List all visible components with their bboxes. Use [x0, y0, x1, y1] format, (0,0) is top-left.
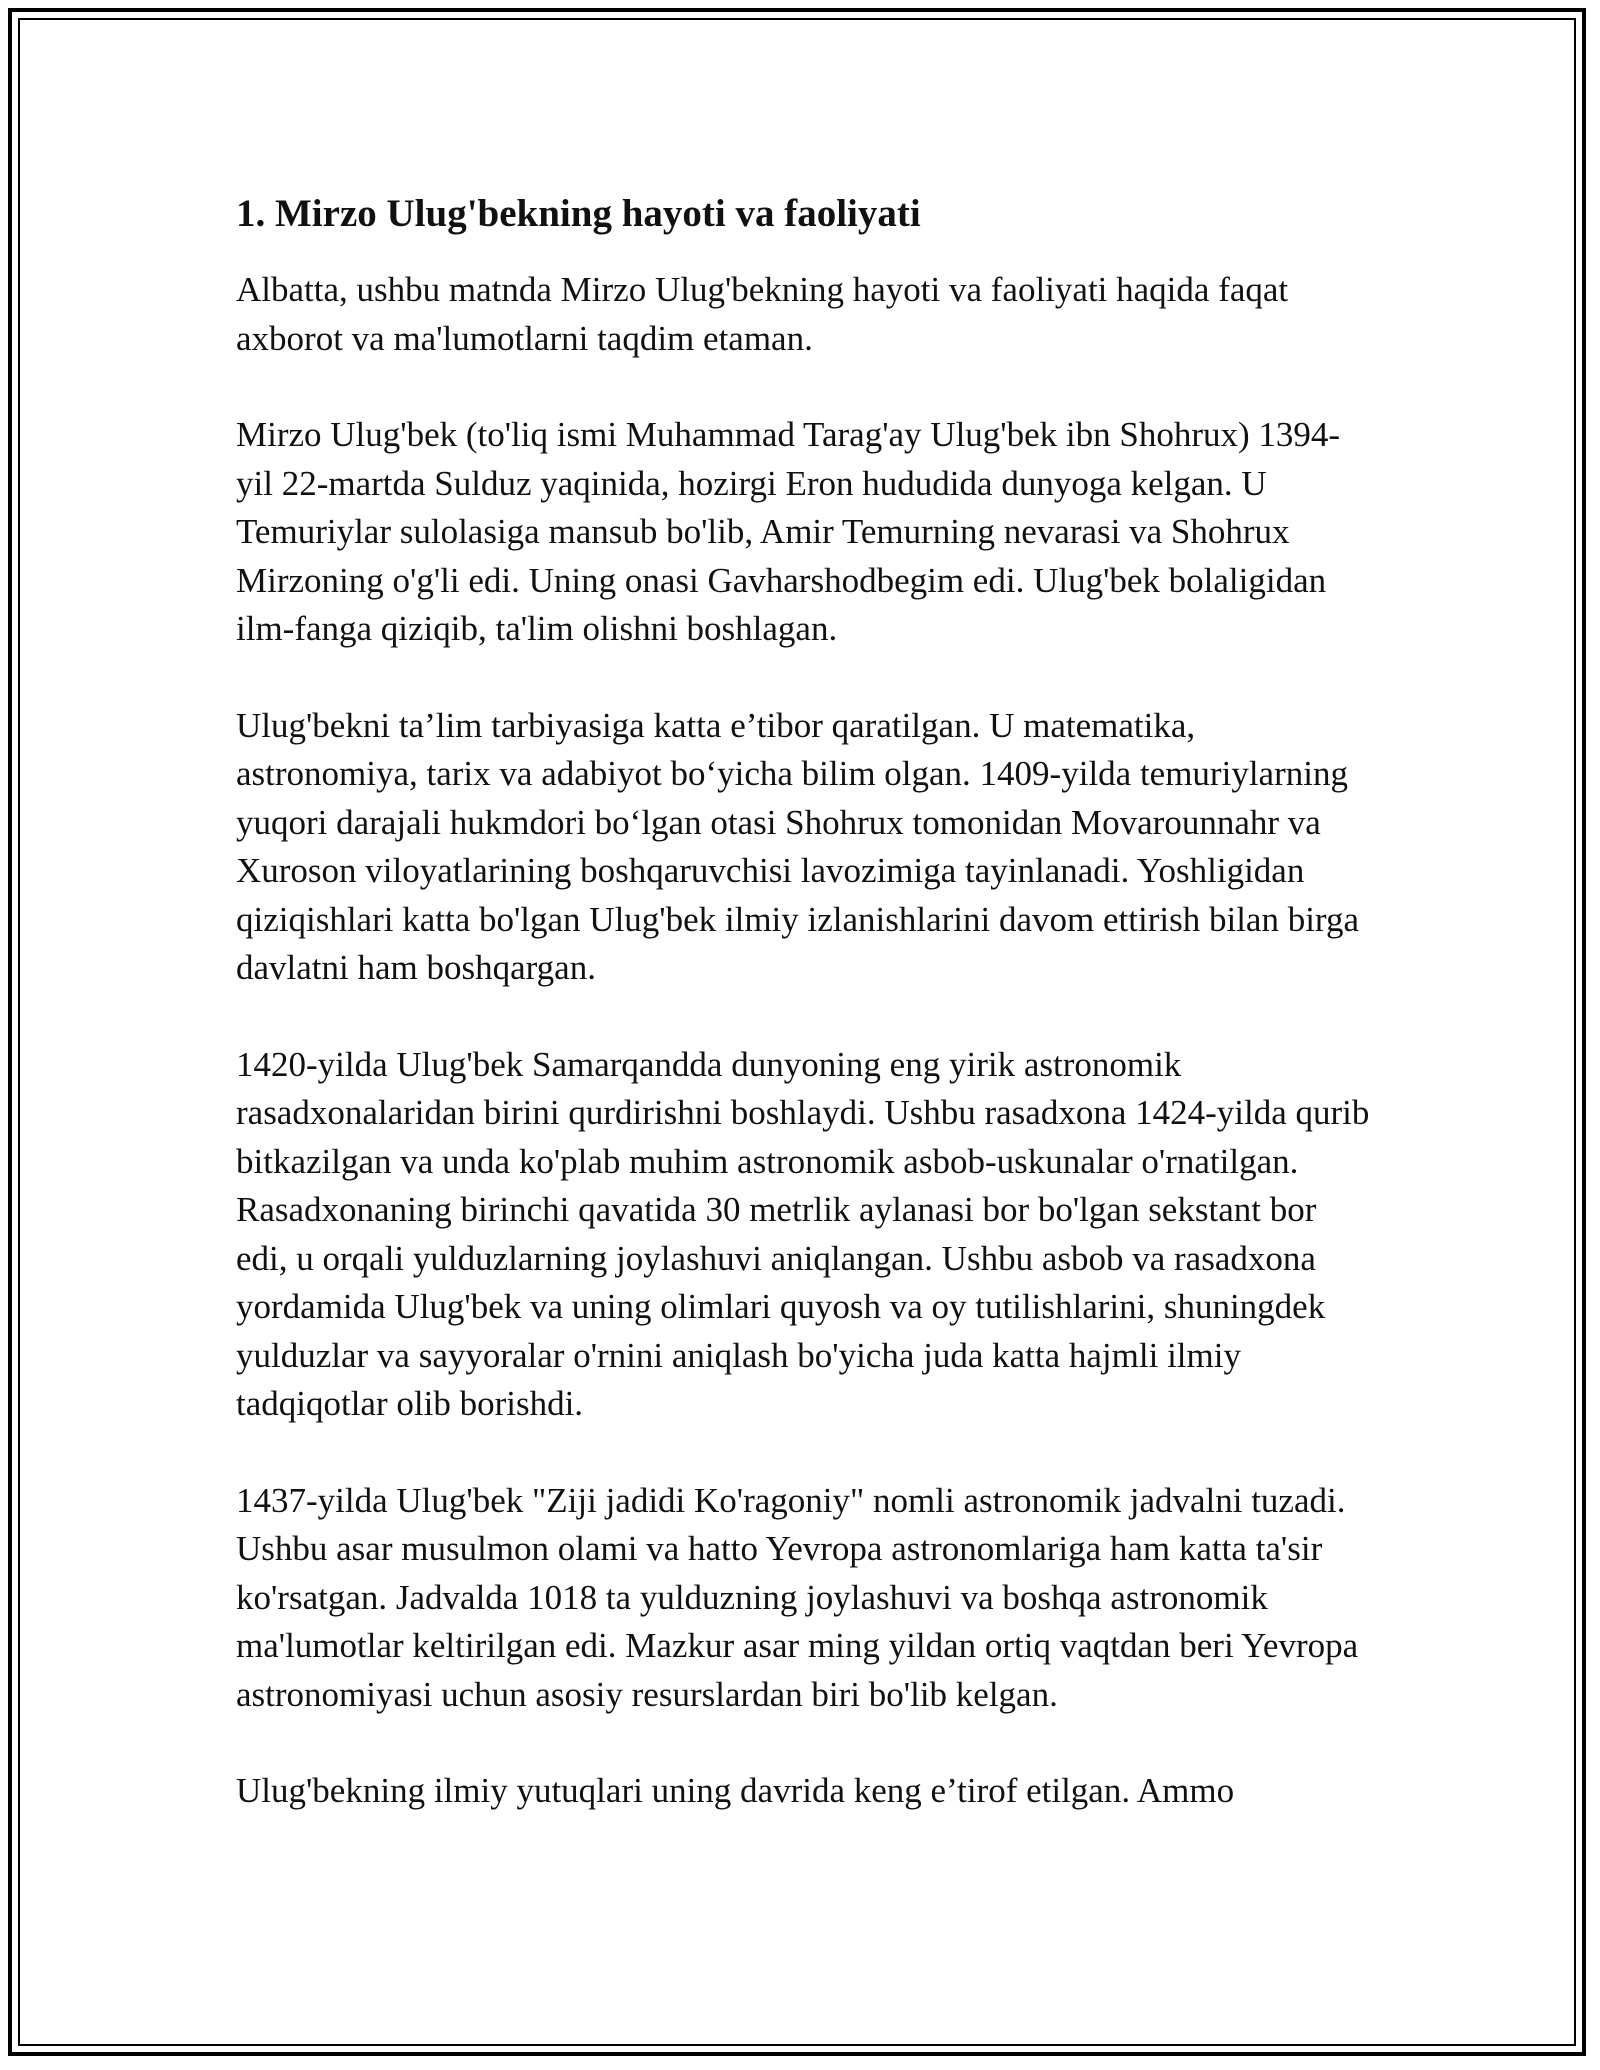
paragraph-intro: Albatta, ushbu matnda Mirzo Ulug'bekning hayoti va faoliyati haqida faqat axborot va ma'lumotlarni taqdim etaman. — [236, 270, 1289, 358]
paragraph-legacy: Ulug'bekning ilmiy yutuqlari uning davrida keng e’tirof etilgan. Ammo — [236, 1771, 1235, 1810]
paragraph-education: Ulug'bekni ta’lim tarbiyasiga katta e’tibor qaratilgan. U matematika, astronomiya, tarix va adabiyot bo‘yicha bilim olgan. 1409-yilda temuriylarning yuqori darajali hukmdori bo‘lgan otasi Shohrux tomonidan Movarounnahr va Xuroson viloyatlarining boshqaruvchisi lavozimiga tayinlanadi. Yoshligidan qiziqishlari katta bo'lgan Ulug'bek ilmiy izlanishlarini davom ettirish bilan birga davlatni ham boshqargan. — [236, 705, 1359, 987]
paragraph-observatory: 1420-yilda Ulug'bek Samarqandda dunyoning eng yirik astronomik rasadxonalaridan birini qurdirishni boshlaydi. Ushbu rasadxona 1424-yilda qurib bitkazilgan va unda ko'plab muhim astronomik asbob-uskunalar o'rnatilgan. Rasadxonaning birinchi qavatida 30 metrlik aylanasi bor bo'lgan sekstant bor edi, u orqali yulduzlarning joylashuvi aniqlangan. Ushbu asbob va rasadxona yordamida Ulug'bek va uning olimlari quyosh va oy tutilishlarini, shuningdek yulduzlar va sayyoralar o'rnini aniqlash bo'yicha juda katta hajmli ilmiy tadqiqotlar olib borishdi. — [236, 1044, 1370, 1423]
document-heading: 1. Mirzo Ulug'bekning hayoti va faoliyati — [236, 192, 921, 235]
document-body — [236, 188, 1376, 1816]
paragraph-zij: 1437-yilda Ulug'bek "Ziji jadidi Ko'ragoniy" nomli astronomik jadvalni tuzadi. Ushbu asar musulmon olami va hatto Yevropa astronomlariga ham katta ta'sir ko'rsatgan. Jadvalda 1018 ta yulduzning joylashuvi va boshqa astronomik ma'lumotlar keltirilgan edi. Mazkur asar ming yildan ortiq vaqtdan beri Yevropa astronomiyasi uchun asosiy resurslardan biri bo'lib kelgan. — [236, 1480, 1359, 1714]
paragraph-birth: Mirzo Ulug'bek (to'liq ismi Muhammad Tarag'ay Ulug'bek ibn Shohrux) 1394-yil 22-martda Sulduz yaqinida, hozirgi Eron hududida dunyoga kelgan. U Temuriylar sulolasiga mansub bo'lib, Amir Temurning nevarasi va Shohrux Mirzoning o'g'li edi. Uning onasi Gavharshodbegim edi. Ulug'bek bolaligidan ilm-fanga qiziqib, ta'lim olishni boshlagan. — [236, 415, 1341, 648]
